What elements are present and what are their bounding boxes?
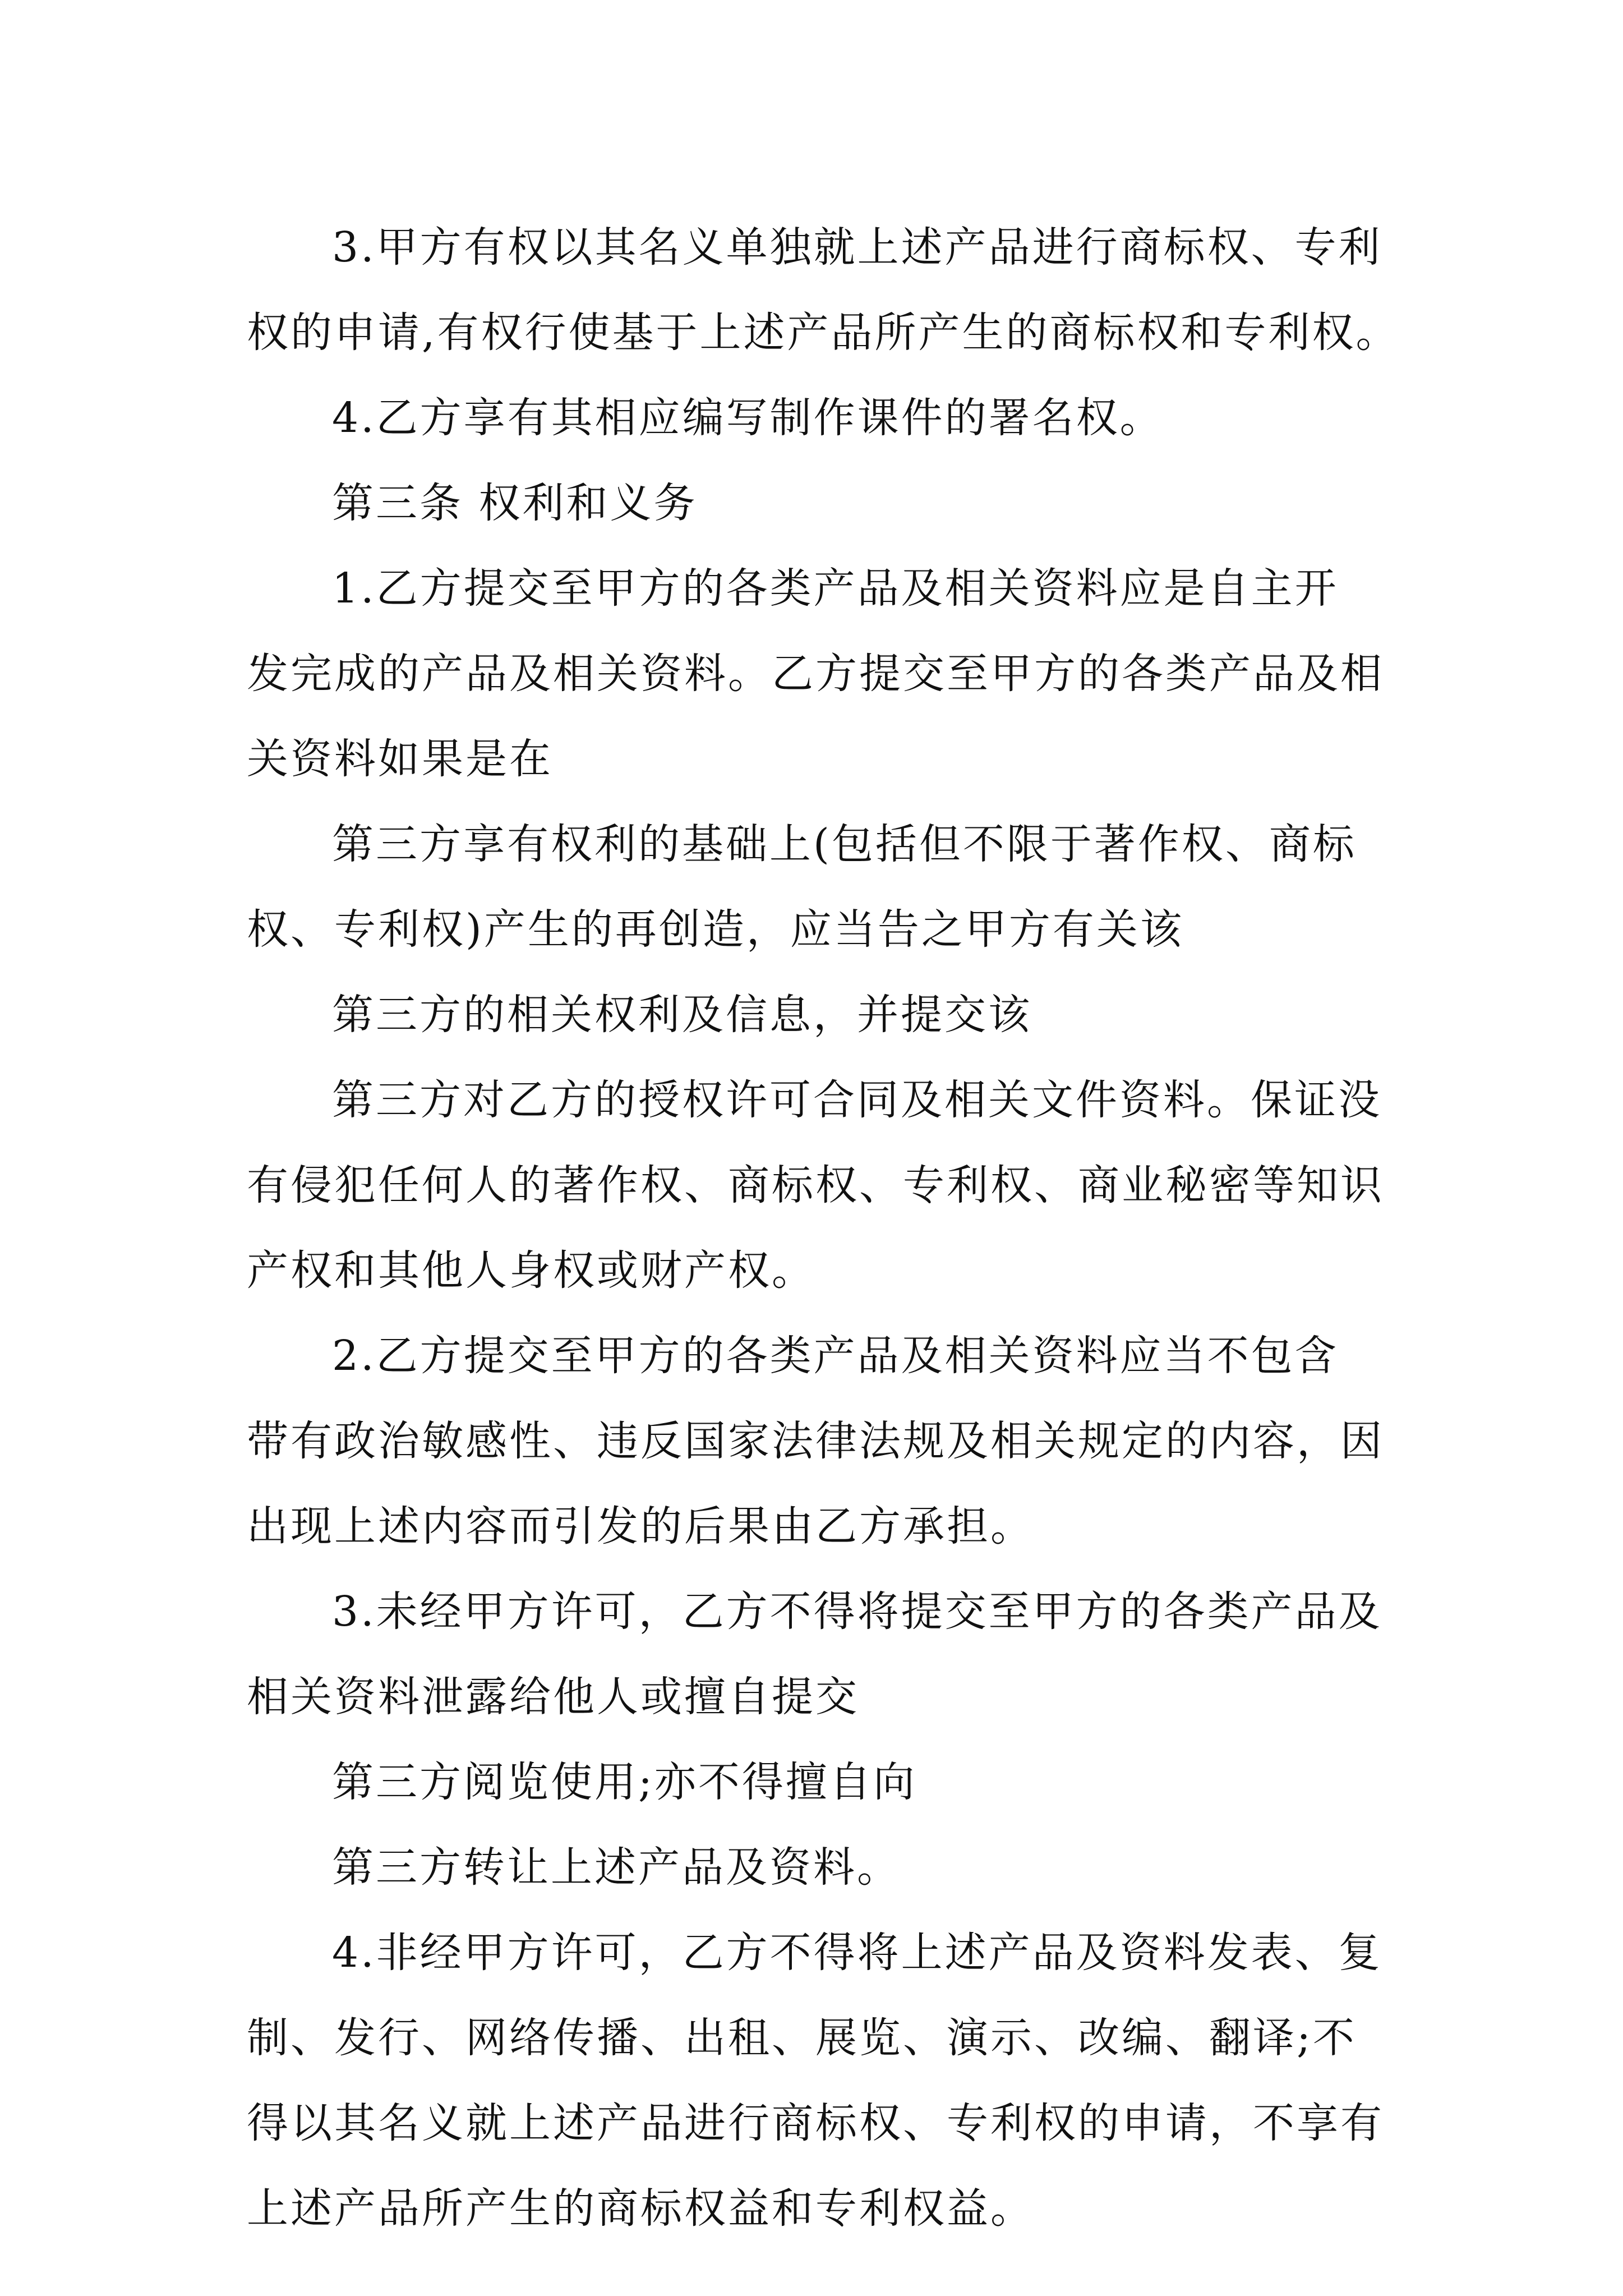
paragraph-line: 带有政治敏感性、违反国家法律法规及相关规定的内容，因 <box>247 1417 1384 1465</box>
paragraph-line: 权、专利权)产生的再创造，应当告之甲方有关该 <box>247 905 1184 954</box>
paragraph-line: 第三方的相关权利及信息，并提交该 <box>332 991 1032 1039</box>
paragraph-line: 得以其名义就上述产品进行商标权、专利权的申请，不享有 <box>247 2099 1384 2147</box>
paragraph-line: 关资料如果是在 <box>247 735 553 783</box>
paragraph-line: 第三方对乙方的授权许可合同及相关文件资料。保证没 <box>332 1076 1382 1124</box>
paragraph-line: 第三方享有权利的基础上(包括但不限于著作权、商标 <box>332 820 1357 868</box>
section-heading: 第三条 权利和义务 <box>332 479 698 527</box>
paragraph-line: 第三方阅览使用;亦不得擅自向 <box>332 1758 917 1806</box>
paragraph-line: 有侵犯任何人的著作权、商标权、专利权、商业秘密等知识 <box>247 1161 1384 1209</box>
paragraph-line: 4.非经甲方许可，乙方不得将上述产品及资料发表、复 <box>332 1929 1382 1977</box>
paragraph-line: 权的申请,有权行使基于上述产品所产生的商标权和专利权。 <box>247 309 1400 357</box>
paragraph-line: 发完成的产品及相关资料。乙方提交至甲方的各类产品及相 <box>247 650 1384 698</box>
paragraph-line: 产权和其他人身权或财产权。 <box>247 1246 815 1295</box>
paragraph-line: 相关资料泄露给他人或擅自提交 <box>247 1673 859 1721</box>
paragraph-line: 2.乙方提交至甲方的各类产品及相关资料应当不包含 <box>332 1332 1339 1380</box>
paragraph-line: 3.甲方有权以其名义单独就上述产品进行商标权、专利 <box>332 223 1382 272</box>
paragraph-line: 1.乙方提交至甲方的各类产品及相关资料应是自主开 <box>332 564 1339 613</box>
paragraph-line: 出现上述内容而引发的后果由乙方承担。 <box>247 1502 1034 1550</box>
paragraph-line: 第三方转让上述产品及资料。 <box>332 1843 901 1892</box>
paragraph-line: 上述产品所产生的商标权益和专利权益。 <box>247 2184 1034 2233</box>
paragraph-line: 4.乙方享有其相应编写制作课件的署名权。 <box>332 394 1164 442</box>
paragraph-line: 3.未经甲方许可，乙方不得将提交至甲方的各类产品及 <box>332 1588 1382 1636</box>
paragraph-line: 制、发行、网络传播、出租、展览、演示、改编、翻译;不 <box>247 2014 1357 2062</box>
document-body <box>247 205 1400 2251</box>
